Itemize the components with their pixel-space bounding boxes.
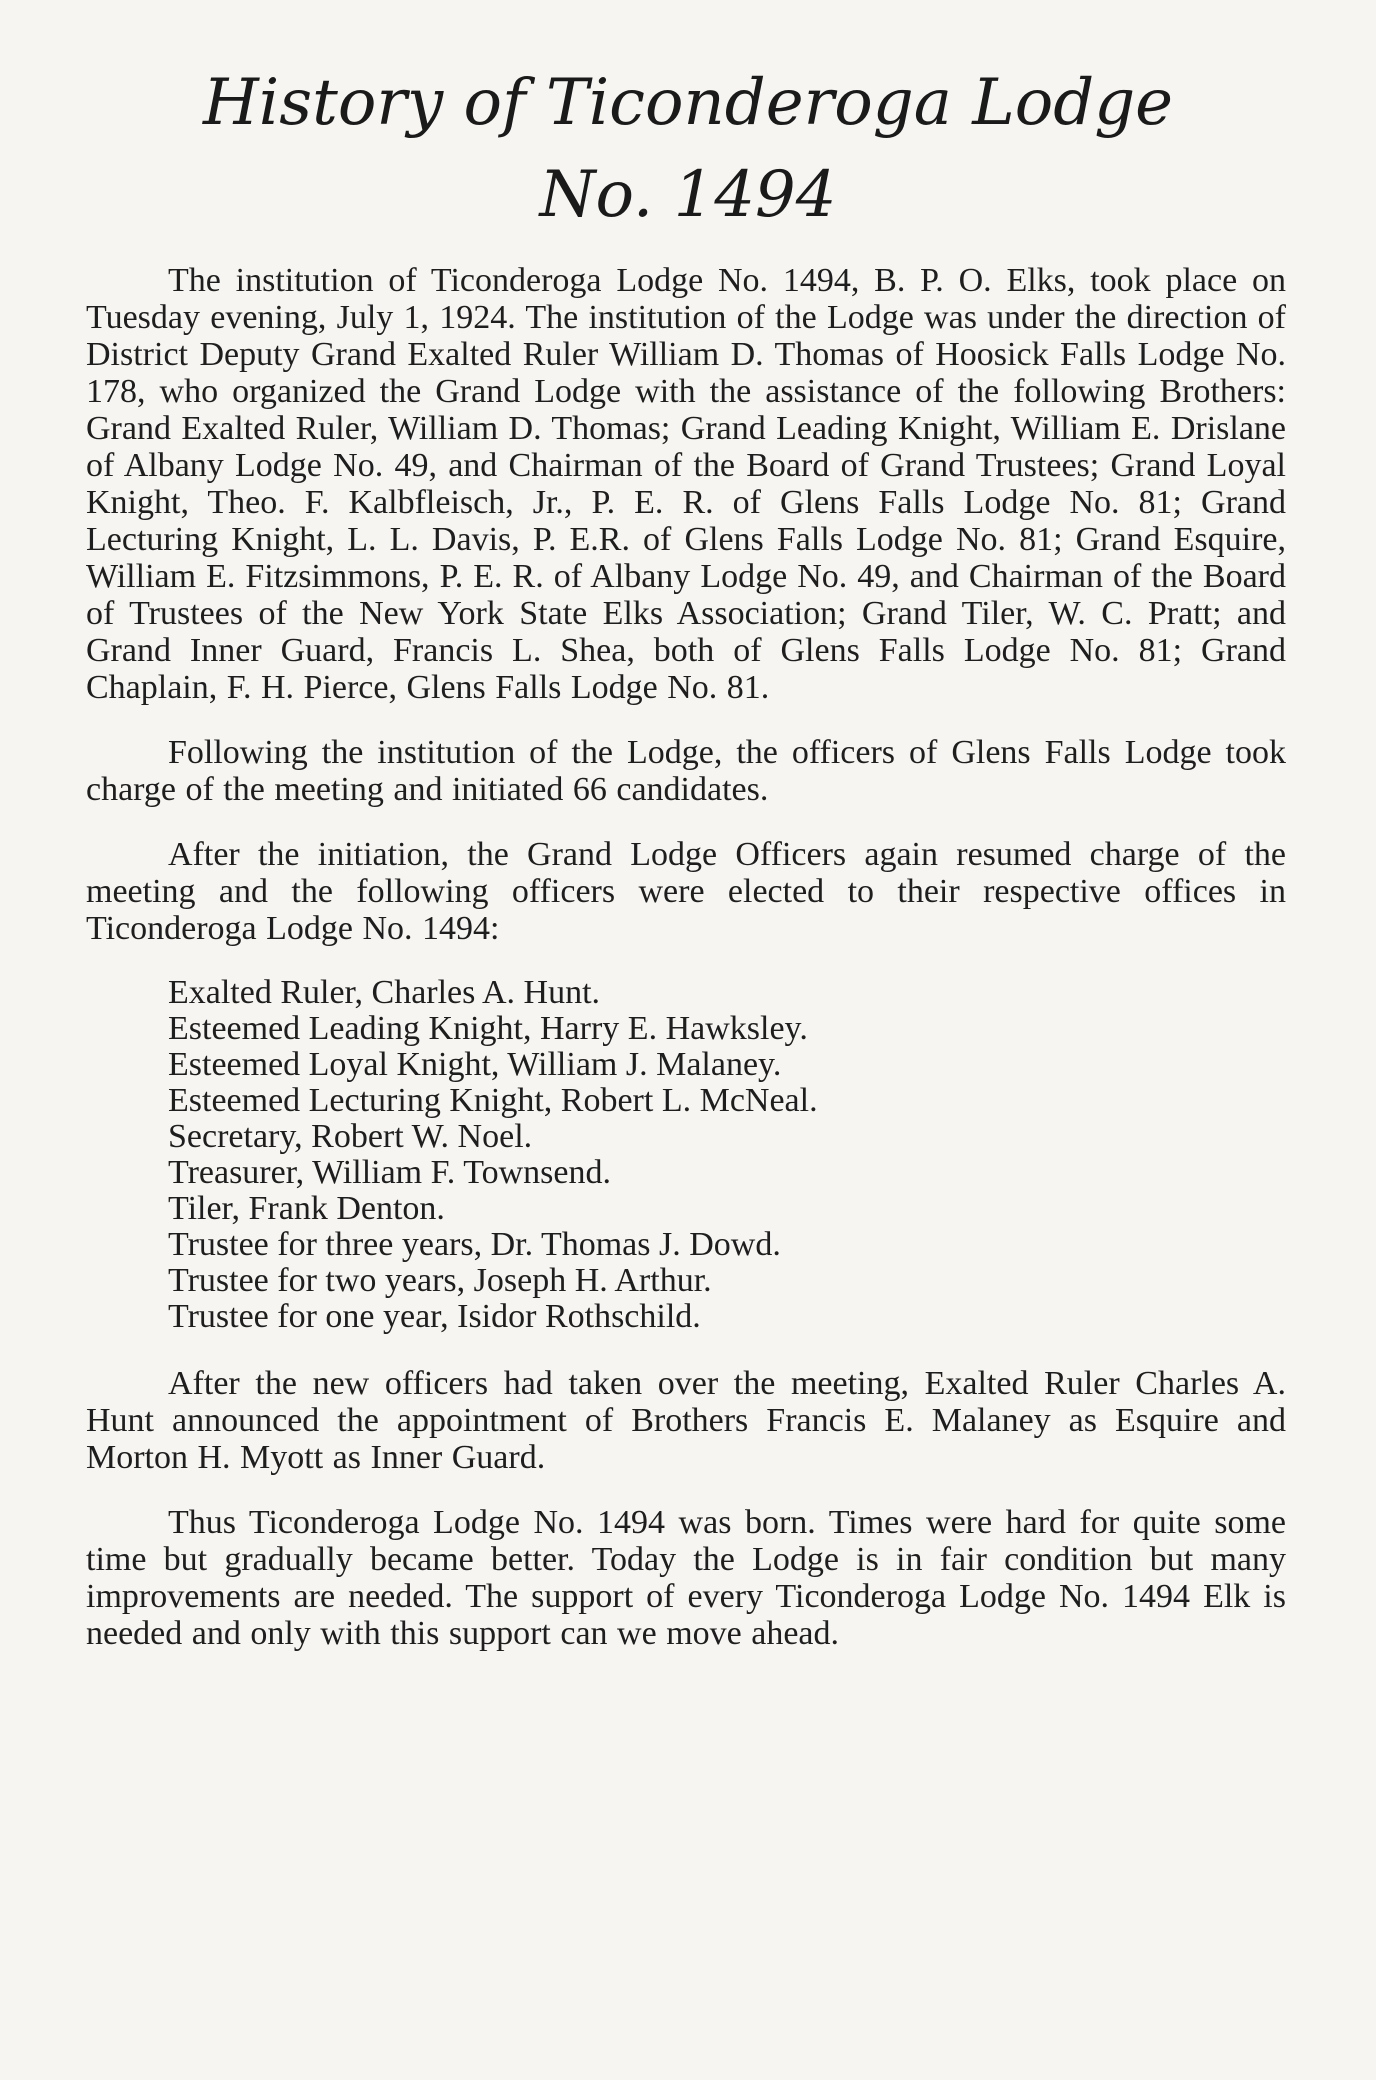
officer-entry: Trustee for two years, Joseph H. Arthur. [168,1262,712,1299]
officer-entry: Tiler, Frank Denton. [168,1190,445,1227]
officer-entry: Esteemed Lecturing Knight, Robert L. McNeal. [168,1082,818,1119]
officer-entry: Esteemed Leading Knight, Harry E. Hawksley. [168,1010,808,1047]
officer-entry: Esteemed Loyal Knight, William J. Malaney. [168,1046,782,1083]
officers-list [86,975,1286,1335]
officer-entry: Treasurer, William F. Townsend. [168,1154,611,1191]
paragraph-institution: The institution of Ticonderoga Lodge No. 1494, B. P. O. Elks, took place on Tuesday evening, July 1, 1924. The institution of the Lodge was under the direction of District Deputy Grand Exalted Ruler William D. Thomas of Hoosick Falls Lodge No. 178, who organized the Grand Lodge with the assistance of the following Brothers: Grand Exalted Ruler, William D. Thomas; Grand Leading Knight, William E. Drislane of Albany Lodge No. 49, and Chairman of the Board of Grand Trustees; Grand Loyal Knight, Theo. F. Kalbfleisch, Jr., P. E. R. of Glens Falls Lodge No. 81; Grand Lecturing Knight, L. L. Davis, P. E.R. of Glens Falls Lodge No. 81; Grand Esquire, William E. Fitzsimmons, P. E. R. of Albany Lodge No. 49, and Chairman of the Board of Trustees of the New York State Elks Association; Grand Tiler, W. C. Pratt; and Grand Inner Guard, Francis L. Shea, both of Glens Falls Lodge No. 81; Grand Chaplain, F. H. Pierce, Glens Falls Lodge No. 81. [86,262,1286,706]
page-title: History of Ticonderoga Lodge [202,66,1174,140]
officer-entry: Trustee for three years, Dr. Thomas J. Dowd. [168,1226,781,1263]
page-title-lodge-number: No. 1494 [539,158,837,232]
paragraph-appointments: After the new officers had taken over the meeting, Exalted Ruler Charles A. Hunt announced the appointment of Brothers Francis E. Malaney as Esquire and Morton H. Myott as Inner Guard. [86,1365,1286,1476]
officer-entry: Secretary, Robert W. Noel. [168,1118,533,1155]
officer-entry: Trustee for one year, Isidor Rothschild. [168,1298,701,1335]
paragraph-conclusion: Thus Ticonderoga Lodge No. 1494 was born. Times were hard for quite some time but gradually became better. Today the Lodge is in fair condition but many improvements are needed. The support of every Ticonderoga Lodge No. 1494 Elk is needed and only with this support can we move ahead. [86,1504,1286,1652]
officer-entry: Exalted Ruler, Charles A. Hunt. [168,974,601,1011]
document-body [86,262,1286,1680]
paragraph-initiation: Following the institution of the Lodge, the officers of Glens Falls Lodge took charge of the meeting and initiated 66 candidates. [86,734,1286,808]
paragraph-election: After the initiation, the Grand Lodge Officers again resumed charge of the meeting and the following officers were elected to their respective offices in Ticonderoga Lodge No. 1494: [86,836,1286,947]
